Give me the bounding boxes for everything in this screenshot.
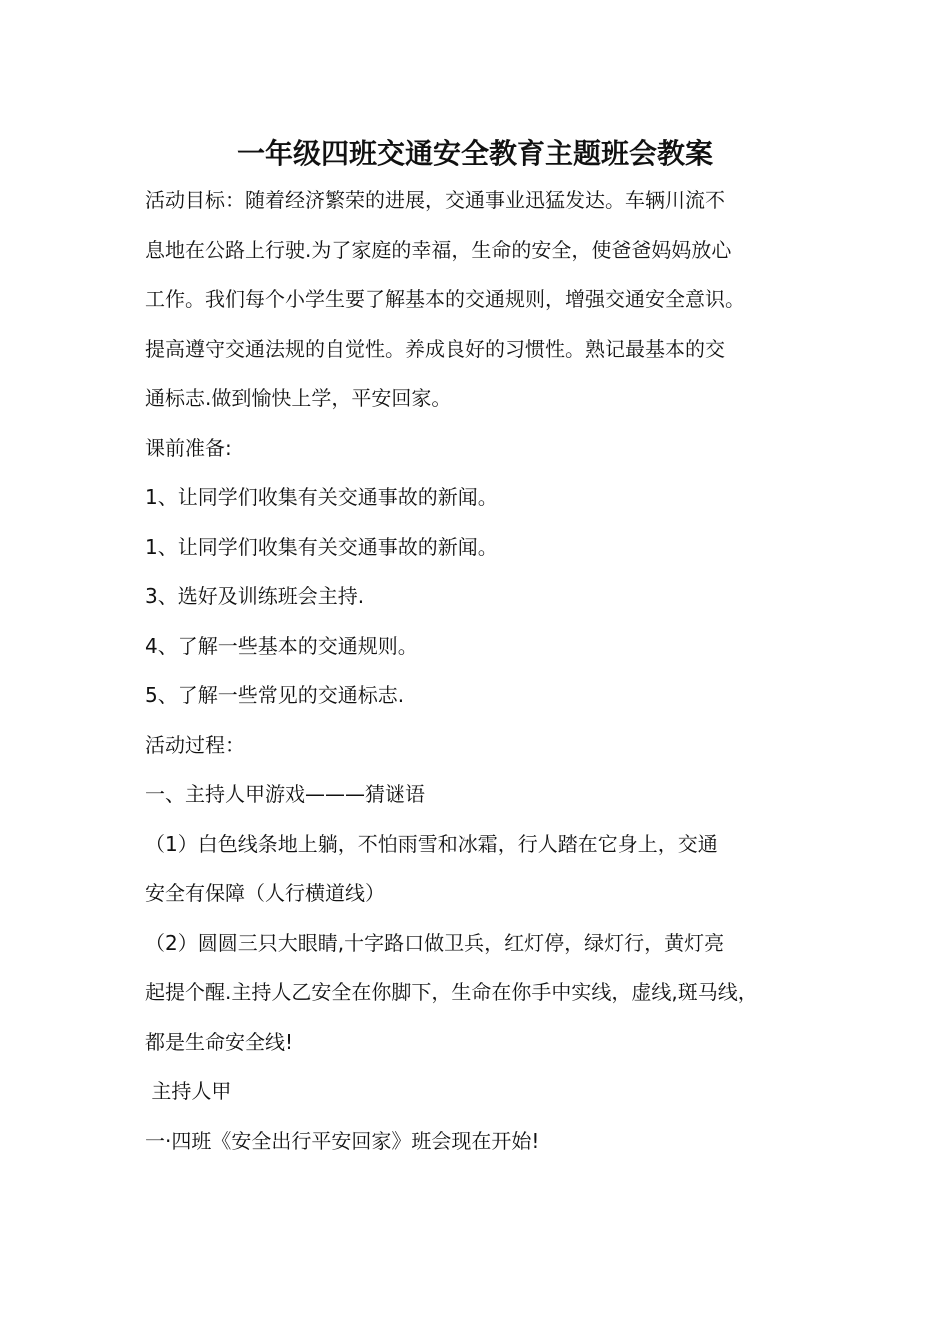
list-item: 1、让同学们收集有关交通事故的新闻。 [145, 534, 498, 559]
paragraph-line: 活动目标：随着经济繁荣的进展，交通事业迅猛发达。车辆川流不 [145, 188, 725, 212]
list-item: 3、选好及训练班会主持. [145, 584, 365, 608]
riddle-line: 安全有保障（人行横道线） [145, 881, 385, 905]
section-subheading: 一、主持人甲游戏———猜谜语 [145, 782, 425, 806]
list-item: 4、了解一些基本的交通规则。 [145, 633, 418, 658]
paragraph-line: 一·四班《安全出行平安回家》班会现在开始! [145, 1128, 540, 1153]
speaker-label: 主持人甲 [145, 1079, 232, 1103]
riddle-line: 起提个醒.主持人乙安全在你脚下，生命在你手中实线，虚线,斑马线， [145, 980, 758, 1004]
list-item: 1、让同学们收集有关交通事故的新闻。 [145, 485, 498, 509]
section-heading: 活动过程： [145, 732, 245, 757]
document-title: 一年级四班交通安全教育主题班会教案 [236, 137, 713, 170]
riddle-line: 都是生命安全线! [145, 1029, 294, 1054]
riddle-line: （2）圆圆三只大眼睛,十字路口做卫兵，红灯停，绿灯行，黄灯亮 [145, 930, 725, 955]
section-heading: 课前准备: [145, 435, 232, 460]
paragraph-line: 通标志.做到愉快上学，平安回家。 [145, 386, 452, 410]
document-body [145, 176, 835, 1166]
riddle-line: （1）白色线条地上躺，不怕雨雪和冰霜，行人踏在它身上，交通 [145, 831, 718, 856]
paragraph-line: 提高遵守交通法规的自觉性。养成良好的习惯性。熟记最基本的交 [145, 336, 725, 361]
list-item: 5、了解一些常见的交通标志. [145, 683, 405, 707]
paragraph-line: 息地在公路上行驶.为了家庭的幸福，生命的安全，使爸爸妈妈放心 [145, 237, 732, 262]
paragraph-line: 工作。我们每个小学生要了解基本的交通规则，增强交通安全意识。 [145, 287, 745, 311]
